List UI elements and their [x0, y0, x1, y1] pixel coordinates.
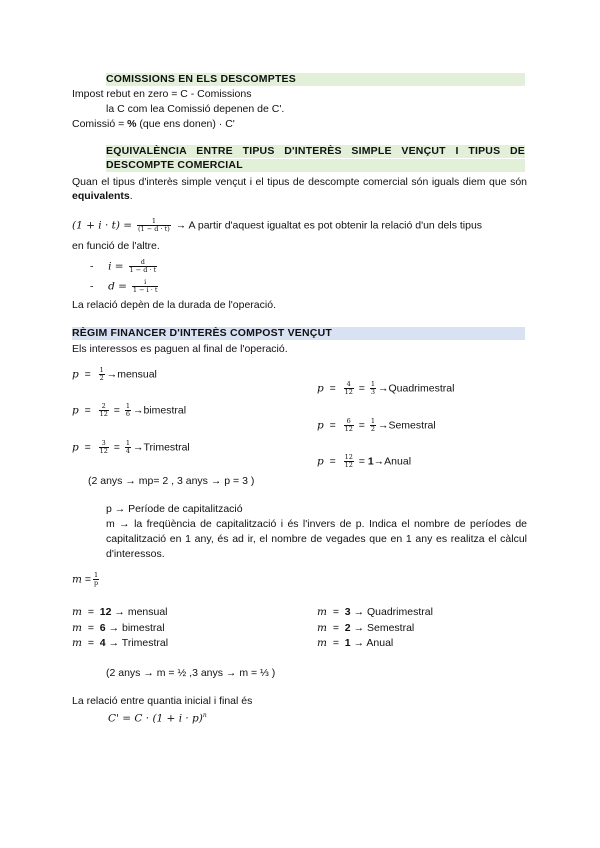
m-trimestral: m = 4 → Trimestral	[72, 637, 169, 649]
p-semestral: p = $\frac{6}{12}$ = $\frac{1}{2}$ →Semestral	[317, 417, 436, 433]
p-mensual: p = $\frac{1}{2}$ →mensual	[72, 366, 157, 382]
formula-d: - d = $\frac{i}{1 - i \cdot t}$	[90, 278, 158, 294]
text-comissio-formula: Comissió = % (que ens donen) · C'	[72, 118, 235, 130]
heading-equivalencia-l2: DESCOMPTE COMERCIAL	[106, 159, 525, 172]
text-funcio: en funció de l'altre.	[72, 240, 160, 252]
formula-final: $C' = C \cdot (1 + i \cdot p)^n$	[108, 712, 207, 725]
text-durada: La relació depèn de la durada de l'operació.	[72, 299, 276, 311]
m-mensual: m = 12 → mensual	[72, 606, 168, 618]
formula-i: - i = $\frac{d}{1 - d \cdot t}$	[90, 258, 157, 274]
formula-equivalence: (1 + i · t) = $\frac{1}{(1 - d \cdot t)}$ → A partir d'aquest igualtat es pot obtenir la relació d'un dels tipus	[72, 217, 483, 233]
text-m-anys: (2 anys → m = ½ ,3 anys → m = ⅓ )	[106, 667, 276, 679]
text-equivalents: Quan el tipus d'interès simple vençut i el tipus de descompte comercial són iguals diem que són equivalents.	[72, 176, 527, 202]
text-interessos: Els interessos es paguen al final de l'operació.	[72, 343, 288, 355]
text-def-p: p → Període de capitalització	[106, 503, 243, 515]
formula-m: m = $\frac{1}{p}$	[72, 571, 99, 587]
heading-equivalencia-l1: EQUIVALÈNCIA ENTRE TIPUS D'INTERÈS SIMPLE VENÇUT I TIPUS DE	[106, 145, 525, 157]
p-quadrimestral: p = $\frac{4}{12}$ = $\frac{1}{3}$ →Quadrimestral	[317, 380, 455, 396]
p-trimestral: p = $\frac{3}{12}$ = $\frac{1}{4}$ →Trimestral	[72, 439, 190, 455]
heading-comissions: COMISSIONS EN ELS DESCOMPTES	[106, 73, 525, 86]
text-p-anys: (2 anys → mp= 2 , 3 anys → p = 3 )	[88, 475, 255, 487]
text-relacio: La relació entre quantia inicial i final és	[72, 695, 253, 707]
text-def-m: m → la freqüència de capitalització i és l'invers de p. Indica el nombre de períodes de capitalització en 1 any, és ad ir, el nombre de vegades que en 1 any es realitza el càlcul d'interessos.	[106, 518, 527, 560]
p-anual: p = $\frac{12}{12}$ = 1→Anual	[317, 453, 412, 469]
text-impost: Impost rebut en zero = C - Comissions	[72, 88, 252, 100]
heading-regim-compost: RÈGIM FINANCER D'INTERÈS COMPOST VENÇUT	[72, 327, 525, 340]
p-bimestral: p = $\frac{2}{12}$ = $\frac{1}{6}$ →bimestral	[72, 402, 187, 418]
text-comissio-depenen: la C com lea Comissió depenen de C'.	[106, 103, 285, 115]
m-quadrimestral: m = 3 → Quadrimestral	[317, 606, 433, 618]
m-anual: m = 1 → Anual	[317, 637, 394, 649]
m-semestral: m = 2 → Semestral	[317, 622, 415, 634]
m-bimestral: m = 6 → bimestral	[72, 622, 165, 634]
